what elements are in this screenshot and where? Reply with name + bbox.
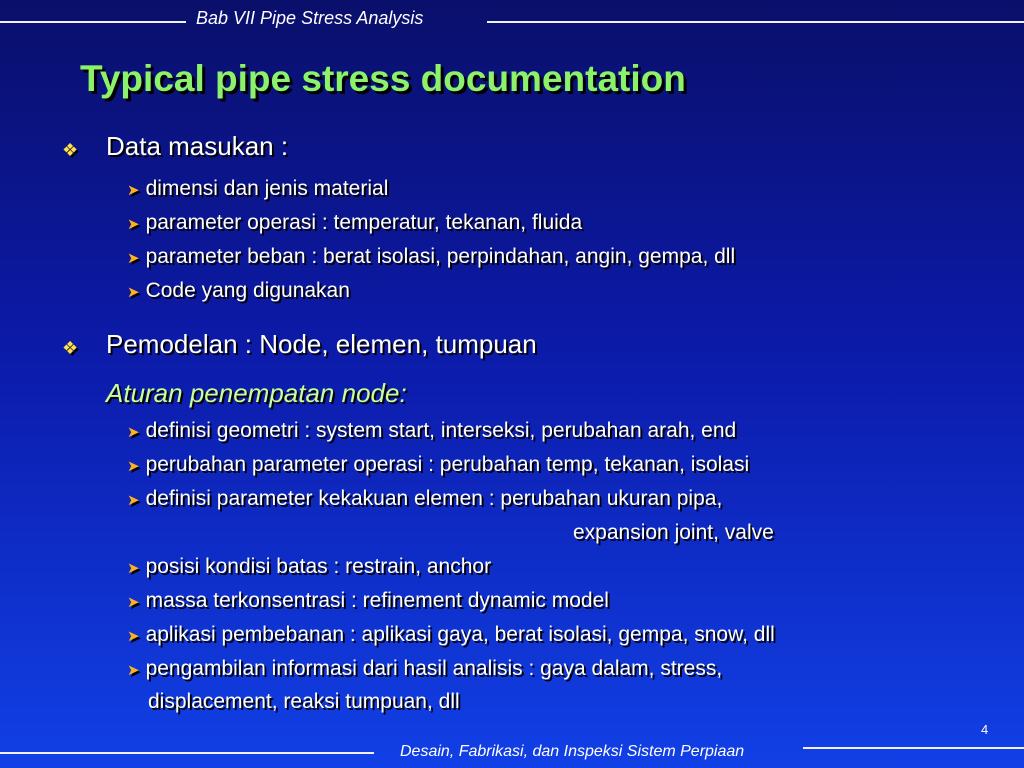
footer-text: Desain, Fabrikasi, dan Inspeksi Sistem Perpiaan [400,743,745,760]
slide-title: Typical pipe stress documentation [80,58,686,99]
arrow-right-bullet-icon: ➤ [127,662,140,679]
section2-subheading: Aturan penempatan node: [106,378,407,408]
list-item [127,279,350,303]
list-item-text: definisi geometri : system start, interseksi, perubahan arah, end [145,419,737,442]
list-item-text: perubahan parameter operasi : perubahan temp, tekanan, isolasi [145,453,750,476]
list-item-text: Code yang digunakan [145,279,350,302]
list-item-text: parameter operasi : temperatur, tekanan, fluida [145,211,583,234]
list-item [127,487,722,511]
list-item-continuation: displacement, reaksi tumpuan, dll [148,690,460,713]
header-title: Bab VII Pipe Stress Analysis [196,8,424,28]
arrow-right-bullet-icon: ➤ [127,424,140,441]
arrow-right-bullet-icon: ➤ [127,560,140,577]
list-item [127,419,736,443]
list-item-text: aplikasi pembebanan : aplikasi gaya, berat isolasi, gempa, snow, dll [145,623,775,646]
arrow-right-bullet-icon: ➤ [127,594,140,611]
footer-rule-right [803,747,1024,749]
list-item [127,589,609,613]
section2-heading: Pemodelan : Node, elemen, tumpuan [106,329,537,359]
list-item [127,555,491,579]
page-number: 4 [981,722,989,737]
list-item-text: dimensi dan jenis material [145,177,389,200]
footer-rule-left [0,752,374,754]
four-diamond-bullet-icon: ❖ [62,140,79,160]
arrow-right-bullet-icon: ➤ [127,628,140,645]
arrow-right-bullet-icon: ➤ [127,458,140,475]
header-rule-right [487,21,1024,23]
list-item [127,211,582,235]
section1-heading: Data masukan : [106,131,289,161]
arrow-right-bullet-icon: ➤ [127,182,140,199]
list-item [127,453,749,477]
list-item-text: posisi kondisi batas : restrain, anchor [145,555,492,578]
list-item [127,245,735,269]
list-item [127,623,775,647]
list-item-text: definisi parameter kekakuan elemen : perubahan ukuran pipa, [145,487,723,510]
list-item-text: pengambilan informasi dari hasil analisis : gaya dalam, stress, [145,657,723,680]
list-item-text: massa terkonsentrasi : refinement dynamic model [145,589,609,612]
list-item [127,657,722,681]
header-rule-left [0,21,186,23]
list-item [127,177,388,201]
four-diamond-bullet-icon: ❖ [62,338,79,358]
list-item-text: parameter beban : berat isolasi, perpindahan, angin, gempa, dll [145,245,736,268]
arrow-right-bullet-icon: ➤ [127,492,140,509]
arrow-right-bullet-icon: ➤ [127,250,140,267]
arrow-right-bullet-icon: ➤ [127,284,140,301]
list-item-continuation: expansion joint, valve [573,521,774,544]
arrow-right-bullet-icon: ➤ [127,216,140,233]
